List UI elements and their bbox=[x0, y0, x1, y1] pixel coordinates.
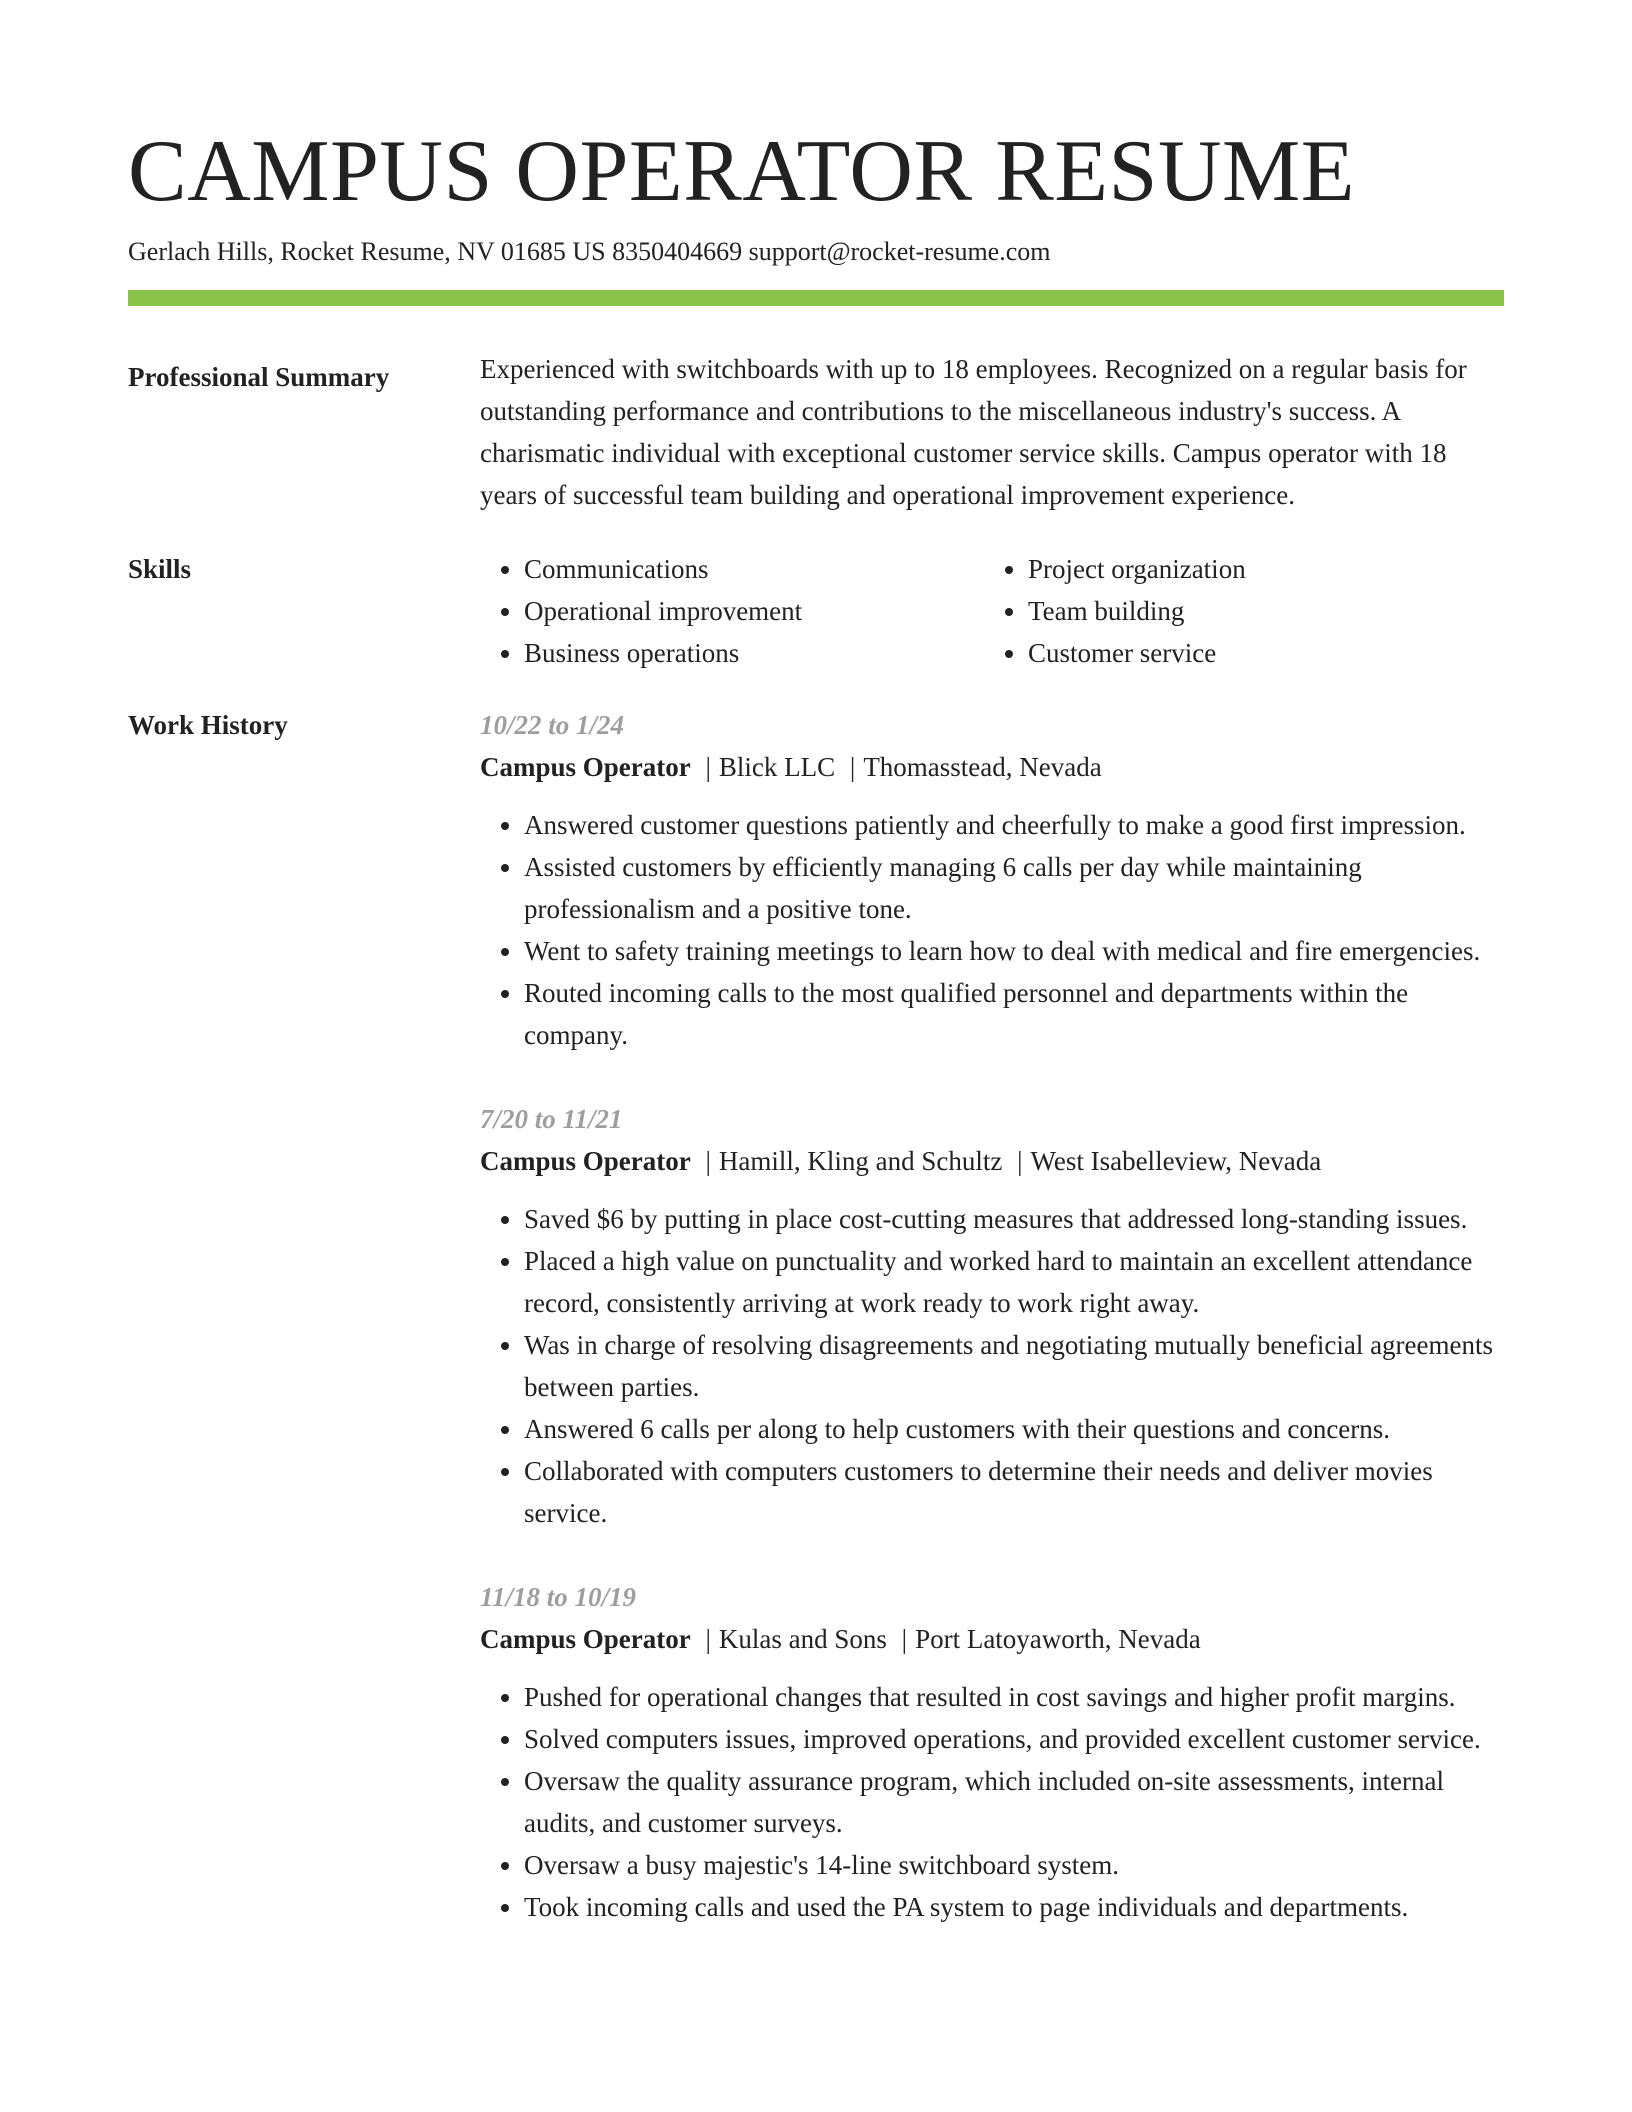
job-location: Port Latoyaworth, Nevada bbox=[915, 1624, 1201, 1654]
contact-email: support@rocket-resume.com bbox=[748, 237, 1051, 266]
job-company: Kulas and Sons bbox=[718, 1624, 887, 1654]
separator: | bbox=[705, 1146, 711, 1176]
job-company: Blick LLC bbox=[718, 752, 836, 782]
skills-section bbox=[128, 548, 1504, 674]
job-bullet: • Placed a high value on punctuality and worked hard to maintain an excellent attendance record, consistently arriving at work ready to work right away. bbox=[524, 1240, 1504, 1324]
job-title: Campus Operator bbox=[480, 1146, 691, 1176]
job-heading bbox=[480, 1618, 1504, 1660]
job-title: Campus Operator bbox=[480, 1624, 691, 1654]
job-bullets bbox=[480, 1676, 1504, 1928]
skills-column-right bbox=[984, 548, 1504, 674]
job-bullet: • Oversaw a busy majestic's 14-line switchboard system. bbox=[524, 1844, 1504, 1886]
job-dates: 7/20 to 11/21 bbox=[480, 1104, 623, 1134]
work-history-heading: Work History bbox=[128, 710, 288, 740]
skills-heading: Skills bbox=[128, 554, 192, 584]
job-bullet: • Was in charge of resolving disagreements and negotiating mutually beneficial agreements between parties. bbox=[524, 1324, 1504, 1408]
contact-phone: 8350404669 bbox=[612, 237, 743, 266]
separator: | bbox=[705, 752, 711, 782]
job-entry bbox=[480, 704, 1504, 1056]
skill-item: • Project organization bbox=[1028, 548, 1504, 590]
job-bullet: • Oversaw the quality assurance program, which included on-site assessments, internal audits, and customer surveys. bbox=[524, 1760, 1504, 1844]
job-entry bbox=[480, 1576, 1504, 1928]
skills-grid bbox=[480, 548, 1504, 674]
work-history-section bbox=[128, 704, 1504, 1970]
job-title: Campus Operator bbox=[480, 752, 691, 782]
summary-heading: Professional Summary bbox=[128, 362, 390, 392]
job-bullet: • Collaborated with computers customers to determine their needs and deliver movies service. bbox=[524, 1450, 1504, 1534]
job-bullet: • Routed incoming calls to the most qualified personnel and departments within the company. bbox=[524, 972, 1504, 1056]
job-dates: 11/18 to 10/19 bbox=[480, 1582, 637, 1612]
skill-item: • Communications bbox=[524, 548, 984, 590]
separator: | bbox=[849, 752, 856, 782]
contact-address: Gerlach Hills, Rocket Resume, NV 01685 US bbox=[128, 237, 606, 266]
job-heading bbox=[480, 1140, 1504, 1182]
job-company: Hamill, Kling and Schultz bbox=[718, 1146, 1003, 1176]
job-bullet: • Answered 6 calls per along to help customers with their questions and concerns. bbox=[524, 1408, 1504, 1450]
job-bullet: • Answered customer questions patiently and cheerfully to make a good first impression. bbox=[524, 804, 1504, 846]
accent-divider bbox=[128, 290, 1504, 306]
job-location: West Isabelleview, Nevada bbox=[1030, 1146, 1322, 1176]
job-location: Thomasstead, Nevada bbox=[863, 752, 1102, 782]
summary-text: Experienced with switchboards with up to 18 employees. Recognized on a regular basis for outstanding performance and contributions to the miscellaneous industry's success. A charismatic individual with exceptional customer service skills. Campus operator with 18 years of successful team building and operational improvement experience. bbox=[480, 354, 1467, 510]
job-bullet: • Assisted customers by efficiently managing 6 calls per day while maintaining professionalism and a positive tone. bbox=[524, 846, 1504, 930]
skill-item: • Team building bbox=[1028, 590, 1504, 632]
contact-line bbox=[128, 234, 1504, 270]
job-entry bbox=[480, 1098, 1504, 1534]
job-bullet: • Went to safety training meetings to learn how to deal with medical and fire emergencies. bbox=[524, 930, 1504, 972]
separator: | bbox=[705, 1624, 711, 1654]
job-heading bbox=[480, 746, 1504, 788]
resume-title: CAMPUS OPERATOR RESUME bbox=[128, 123, 1356, 220]
job-dates: 10/22 to 1/24 bbox=[480, 710, 625, 740]
job-bullets bbox=[480, 804, 1504, 1056]
separator: | bbox=[901, 1624, 908, 1654]
skill-item: • Customer service bbox=[1028, 632, 1504, 674]
resume-page bbox=[128, 118, 1504, 1970]
job-bullet: • Saved $6 by putting in place cost-cutting measures that addressed long-standing issues. bbox=[524, 1198, 1504, 1240]
job-bullets bbox=[480, 1198, 1504, 1534]
skills-column-left bbox=[480, 548, 984, 674]
separator: | bbox=[1017, 1146, 1023, 1176]
job-bullet: • Solved computers issues, improved operations, and provided excellent customer service. bbox=[524, 1718, 1504, 1760]
skill-item: • Operational improvement bbox=[524, 590, 984, 632]
job-bullet: • Pushed for operational changes that resulted in cost savings and higher profit margins. bbox=[524, 1676, 1504, 1718]
job-bullet: • Took incoming calls and used the PA system to page individuals and departments. bbox=[524, 1886, 1504, 1928]
skill-item: • Business operations bbox=[524, 632, 984, 674]
summary-section bbox=[128, 356, 1504, 516]
